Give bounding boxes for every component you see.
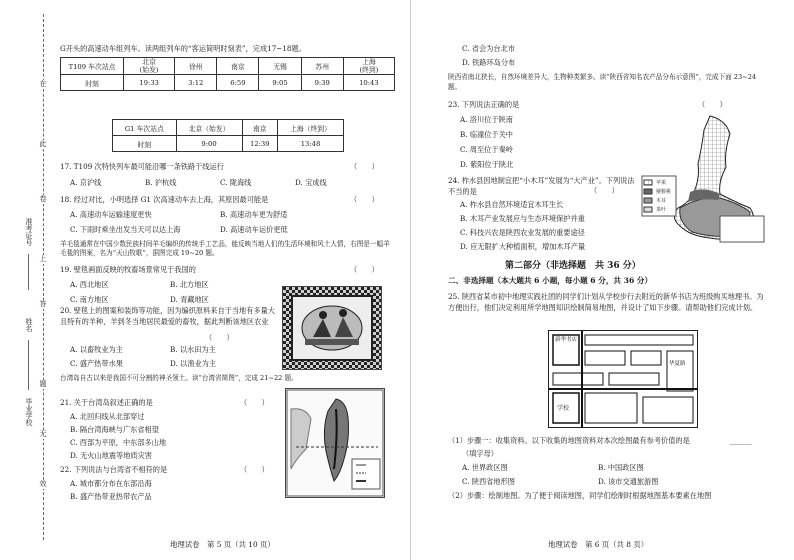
option: A. 世界政区图 [462, 463, 508, 472]
seal-char: 答 [39, 300, 47, 308]
seal-char: 卷 [39, 195, 47, 203]
answer-paren: （ ） [698, 100, 727, 109]
table-cell: 10:43 [343, 75, 394, 91]
question-22: 22. 下列说法与台湾省不相符的是 [60, 465, 168, 474]
step-1-blank[interactable]: ______ [730, 436, 752, 445]
option: D. 铁路环岛分布 [462, 58, 516, 67]
table-cell: 9:05 [259, 75, 301, 91]
option: D. 该市交通旅游图 [598, 477, 659, 486]
table-cell: 南京 [242, 120, 277, 136]
timetable-g1 [112, 119, 344, 152]
route-map [548, 330, 698, 428]
step-2: （2）步骤：绘制地图。为了便于阅读地图，同学们绘制时根据地图基本要素在地图 [448, 491, 712, 500]
question-17: 17. T109 次特快列车最可能沿哪一条铁路干线运行 [60, 162, 224, 171]
answer-paren: （ ） [350, 195, 379, 204]
option: A. 北回归线从北部穿过 [70, 412, 145, 421]
option: B. 高速动车更为舒适 [220, 210, 288, 219]
road-label: 华夏路 [669, 361, 686, 367]
question-19: 19. 壁毯画面反映的牧畜场景常见于我国的 [60, 265, 196, 274]
option: D. 青藏地区 [170, 295, 209, 304]
question-23: 23. 下列说法正确的是 [448, 100, 520, 109]
timetable-t109 [60, 57, 395, 91]
table-cell: G1 车次站点 [113, 120, 177, 136]
name-line [28, 340, 29, 390]
option: A. 以畜牧业为主 [70, 345, 123, 354]
section2-heading: 二、非选择题（本大题共 6 小题，每小题 6 分，共 36 分） [448, 276, 653, 285]
question-18: 18. 经过对比，小明选择 G1 次高速动车去上海，其原因最可能是 [60, 195, 269, 204]
question-25: 25. 陕西省某市初中地理实践社团的同学们计划从学校步行去附近的新华书店为班级购买地理书。为方便出行，他们决定利用所学地图知识绘制简易地图，并设计了如下步骤。请帮助他们完成计划。 [448, 292, 764, 312]
option: C. 南方地区 [70, 295, 109, 304]
question-21: 21. 关于台湾岛叙述正确的是 [60, 398, 153, 407]
table-cell: T109 车次站点 [61, 58, 124, 75]
option: C. 陇海线 [220, 178, 252, 187]
part2-title: 第二部分（非选择题 共 36 分） [505, 261, 641, 271]
option: B. 以水田为主 [170, 345, 216, 354]
table-cell: 13:48 [277, 136, 343, 152]
legend-label: 猕猴桃 [656, 189, 672, 195]
option: B. 北方地区 [170, 280, 209, 289]
legend-label: 茶叶 [656, 207, 667, 213]
option: C. 省会为台北市 [462, 44, 515, 53]
intro-23-24: 陕西省南北狭长，自然环境差异大，生物种类繁多。读“陕西省知名农产品分布示意图”，完成下面 23~24 题。 [448, 73, 757, 91]
option: D. 紫阳位于陕北 [460, 160, 514, 169]
table-cell: 南京 [217, 58, 259, 75]
school-label: 学校 [557, 405, 570, 412]
option: C. 陕西省地形图 [462, 477, 515, 486]
table-cell: 北京 (始发) [124, 58, 175, 75]
option: A. 洛川位于陕南 [460, 115, 513, 124]
answer-paren: （ ） [240, 398, 269, 407]
option: D. 无火山地震等地质灾害 [70, 451, 152, 460]
table-cell: 9:39 [301, 75, 343, 91]
option: D. 应无限扩大种植面积，增加木耳产量 [460, 242, 586, 251]
step-1-note: （填字母） [462, 449, 498, 458]
question-20: 20. 壁毯上的图案和装饰等功能，因为编织原料来自于当地有多量大且特有的羊种，羊到冬当地居民最爱的畜牧，据此判断该地区农业 [60, 306, 275, 326]
seal-char: 题 [39, 380, 47, 388]
option: D. 宝成线 [295, 178, 327, 187]
option: D. 高速动车运价更低 [220, 225, 288, 234]
intro-19-20: 羊毛毯通常在中国少数民族村间羊毛编织的传统手工艺品，能反映当地人们的生活环境和风土人情，右图是一幅羊毛毯的图案，名为“天山牧歌”，据图完成 19~20 题。 [60, 240, 390, 257]
option: D. 以渔业为主 [170, 359, 217, 368]
option: A. 城市都分布在东部沿海 [70, 479, 152, 488]
table-cell: 9:00 [176, 136, 242, 152]
step-1: （1）步骤一：收集资料。以下收集的地图资料对本次绘图最有参考价值的是 [448, 436, 690, 445]
option: A. 西北地区 [70, 280, 109, 289]
option: C. 盛产热带水果 [70, 359, 123, 368]
wool-carpet-image [282, 286, 382, 370]
option: B. 木耳产业发展应与生态环境保护并重 [460, 214, 585, 223]
legend-label: 苹果 [656, 180, 667, 186]
question-24: 24. 柞水县因地制宜把“小木耳”发展为“大产业”。下列说法不当的是 [448, 176, 635, 196]
binding-line [43, 14, 44, 540]
option: C. 西部为平原，中东部多山地 [70, 438, 167, 447]
answer-paren: （ ） [590, 186, 619, 195]
table-cell: 上海 (终到) [343, 58, 394, 75]
table-cell: 北京（始发） [176, 120, 242, 136]
intro-17-18: G开头的高速动车组列车。读两组列车的“客运简明时刻表”，完成17~18题。 [60, 44, 306, 53]
seal-char: 在 [39, 80, 47, 88]
table-cell: 苏州 [301, 58, 343, 75]
seal-char: 上 [39, 255, 47, 263]
option: B. 中国政区图 [598, 463, 644, 472]
table-cell: 徐州 [175, 58, 217, 75]
option: C. 周至位于秦岭 [460, 145, 513, 154]
option: B. 隔台湾海峡与广东省相望 [70, 425, 159, 434]
name-label: 姓名 [25, 318, 33, 332]
table-cell: 3:12 [175, 75, 217, 91]
option: C. 下雨时乘坐出发当天可以达上海 [70, 225, 181, 234]
bookstore-label: 新华书店 [555, 337, 578, 343]
table-cell: 时刻 [61, 75, 124, 91]
table-cell: 12:39 [242, 136, 277, 152]
option: A. 高速动车运输速度更快 [70, 210, 152, 219]
table-cell: 6:59 [217, 75, 259, 91]
option: A. 京沪线 [70, 178, 102, 187]
exam-id-line [28, 254, 29, 290]
table-cell: 上海（终到） [277, 120, 343, 136]
answer-paren: （ ） [350, 265, 379, 274]
answer-paren: （ ） [240, 465, 269, 474]
page-divider [410, 0, 411, 560]
footer-left: 地理试卷 第 5 页（共 10 页） [170, 540, 275, 549]
option: B. 沪杭线 [145, 178, 177, 187]
school-label: 毕业学校 [25, 398, 33, 426]
intro-21-22: 台湾岛自古以来是我国不可分割的神圣领土。读“台湾省简图”，完成 21~22 题。 [60, 374, 298, 382]
seal-char: 无 [39, 430, 47, 438]
legend-label: 木耳 [656, 198, 667, 204]
exam-id-label: 准考证号 [25, 218, 33, 246]
footer-right: 地理试卷 第 6 页（共 8 页） [548, 540, 649, 549]
seal-char: 效 [39, 480, 47, 488]
table-cell: 19:33 [124, 75, 175, 91]
option: B. 盛产热带亚热带农产品 [70, 492, 152, 501]
option: A. 柞水县自然环境适宜木耳生长 [460, 200, 564, 209]
table-cell: 时刻 [113, 136, 177, 152]
shaanxi-products-map [640, 112, 768, 247]
answer-paren: （ ） [350, 162, 379, 171]
option: B. 临潼位于关中 [460, 130, 513, 139]
seal-char: 此 [39, 140, 47, 148]
taiwan-map [285, 388, 385, 498]
option: C. 科技兴农是陕西农业发展的重要途径 [460, 228, 585, 237]
answer-paren: （ ） [205, 333, 234, 342]
table-cell: 无锡 [259, 58, 301, 75]
